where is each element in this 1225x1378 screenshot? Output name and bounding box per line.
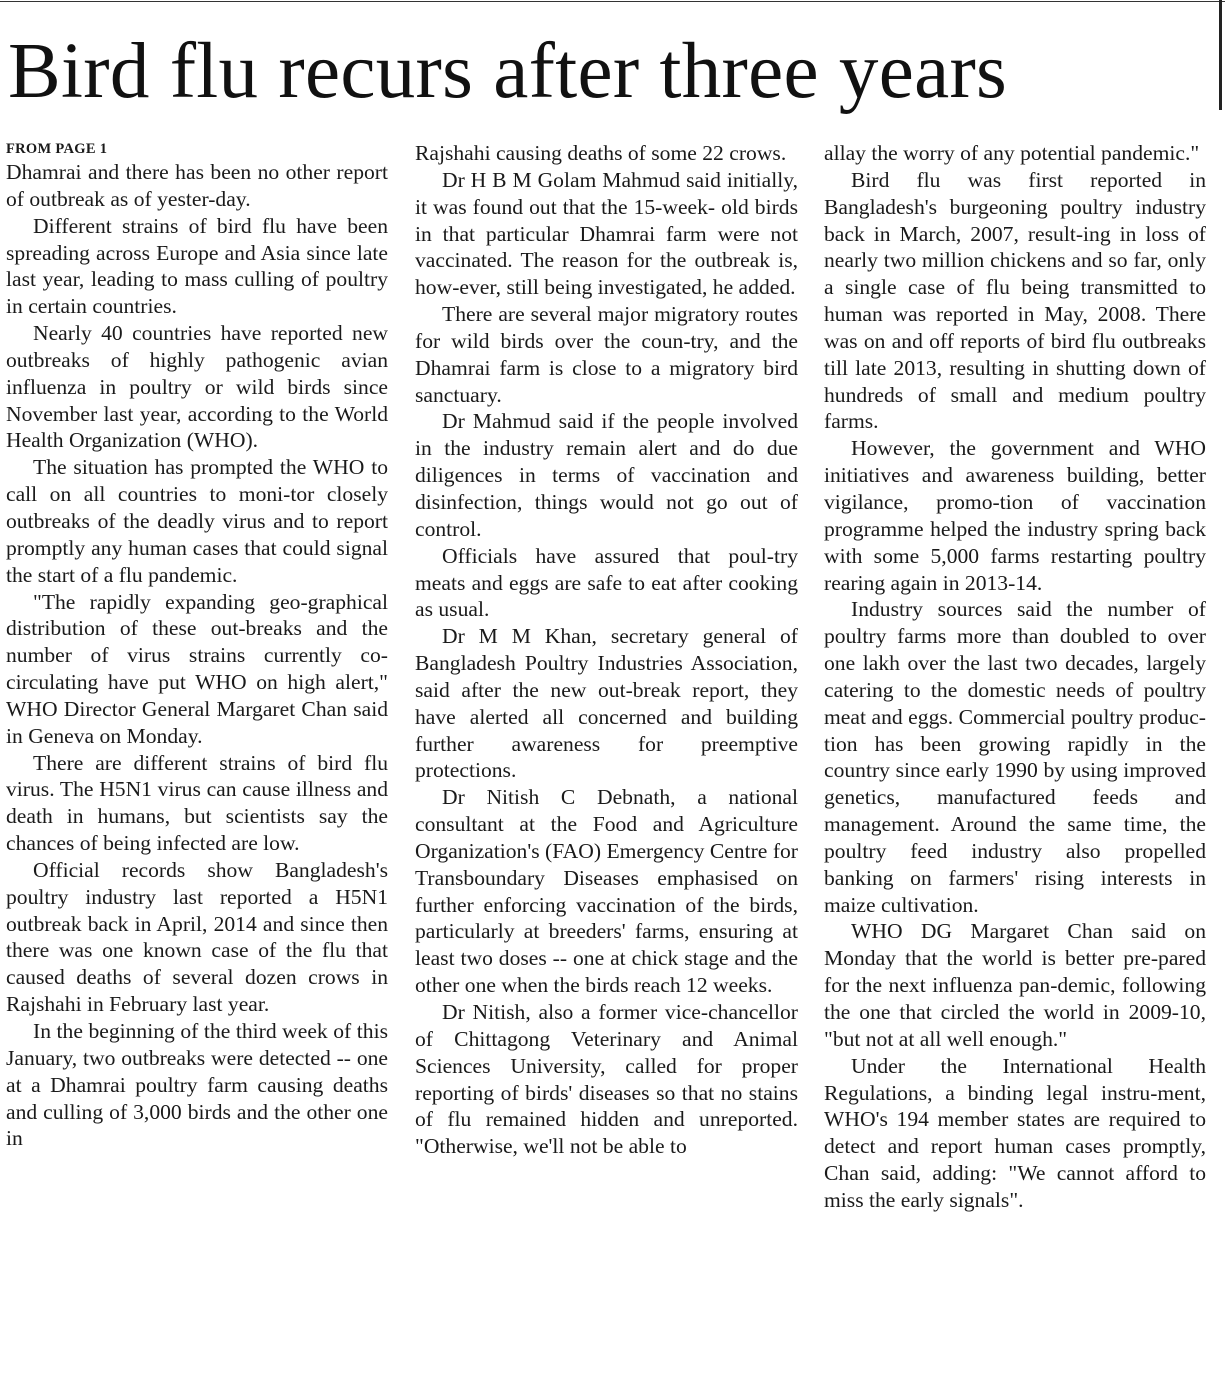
paragraph: WHO DG Margaret Chan said on Monday that the world is better pre-pared for the next influenza pan-demic, following the one that circled the world in 2009-10, "but not at all well enough." [824, 919, 1206, 1051]
headline: Bird flu recurs after three years [8, 28, 1008, 115]
paragraph: Officials have assured that poul-try meats and eggs are safe to eat after cooking as usual. [415, 543, 798, 622]
paragraph: allay the worry of any potential pandemic." [824, 141, 1200, 165]
paragraph: However, the government and WHO initiatives and awareness building, better vigilance, promo-tion of vaccination programme helped the industry spring back with some 5,000 farms restarting poultry rearing again in 2013-14. [824, 436, 1206, 595]
paragraph: There are several major migratory routes for wild birds over the coun-try, and the Dhamrai farm is close to a migratory bird sanctuary. [415, 302, 798, 407]
paragraph: Different strains of bird flu have been spreading across Europe and Asia since late last year, leading to mass culling of poultry in certain countries. [6, 213, 388, 319]
paragraph: Dr Mahmud said if the people involved in the industry remain alert and do due diligences in terms of vaccination and disinfection, things would not go out of control. [415, 409, 798, 541]
paragraph: Industry sources said the number of poultry farms more than doubled to over one lakh over the last two decades, largely catering to the domestic needs of poultry meat and eggs. Commercial poultry produc-tion has been growing rapidly in the country since early 1990 by using improved genetics, manufactured feeds and management. Around the same time, the poultry feed industry also propelled banking on farmers' rising interests in maize cultivation. [824, 597, 1206, 917]
kicker: FROM PAGE 1 [6, 141, 108, 157]
right-rule [1219, 0, 1222, 110]
article-column-1 [6, 139, 388, 1374]
paragraph: Rajshahi causing deaths of some 22 crows. [415, 141, 787, 165]
paragraph: Dr H B M Golam Mahmud said initially, it was found out that the 15-week- old birds in that particular Dhamrai farm were not vaccinated. The reason for the outbreak is, how-ever, still being investigated, he added. [415, 167, 798, 300]
paragraph: In the beginning of the third week of this January, two outbreaks were detected -- one at a Dhamrai poultry farm causing deaths and culling of 3,000 birds and the other one in [6, 1019, 388, 1151]
paragraph: Dr M M Khan, secretary general of Bangladesh Poultry Industries Association, said after the new out-break report, they have alerted all concerned and building further awareness for preemptive protections. [415, 624, 798, 783]
article-column-3 [824, 140, 1206, 1375]
paragraph: The situation has prompted the WHO to call on all countries to moni-tor closely outbreaks of the deadly virus and to report promptly any human cases that could signal the start of a flu pandemic. [6, 455, 388, 587]
paragraph: "The rapidly expanding geo-graphical distribution of these out-breaks and the number of virus strains currently co-circulating have put WHO on high alert," WHO Director General Margaret Chan said in Geneva on Monday. [6, 589, 388, 748]
paragraph: Dhamrai and there has been no other report of outbreak as of yester-day. [6, 160, 388, 211]
article-column-2 [415, 140, 798, 1375]
top-rule [0, 1, 1225, 2]
paragraph: Nearly 40 countries have reported new outbreaks of highly pathogenic avian influenza in poultry or wild birds since November last year, according to the World Health Organization (WHO). [6, 321, 388, 453]
paragraph: Dr Nitish, also a former vice-chancellor of Chittagong Veterinary and Animal Sciences University, called for proper reporting of birds' diseases so that no stains of flu remained hidden and unreported. "Otherwise, we'll not be able to [415, 1000, 798, 1159]
paragraph: Under the International Health Regulations, a binding legal instru-ment, WHO's 194 member states are required to detect and report human cases promptly, Chan said, adding: "We cannot afford to miss the early signals". [824, 1053, 1206, 1212]
paragraph: There are different strains of bird flu virus. The H5N1 virus can cause illness and death in humans, but scientists say the chances of being infected are low. [6, 750, 388, 856]
paragraph: Dr Nitish C Debnath, a national consultant at the Food and Agriculture Organization's (FAO) Emergency Centre for Transboundary Diseases emphasised on further enforcing vaccination of the birds, particularly at breeders' farms, ensuring at least two doses -- one at chick stage and the other one when the birds reach 12 weeks. [415, 785, 798, 998]
paragraph: Bird flu was first reported in Bangladesh's burgeoning poultry industry back in March, 2007, result-ing in loss of nearly two million chickens and so far, only a single case of flu being transmitted to human was reported in May, 2008. There was on and off reports of bird flu outbreaks till late 2013, resulting in shutting down of hundreds of small and medium poultry farms. [824, 167, 1206, 434]
paragraph: Official records show Bangladesh's poultry industry last reported a H5N1 outbreak back in April, 2014 and since then there was one known case of the flu that caused deaths of several dozen crows in Rajshahi in February last year. [6, 857, 388, 1017]
